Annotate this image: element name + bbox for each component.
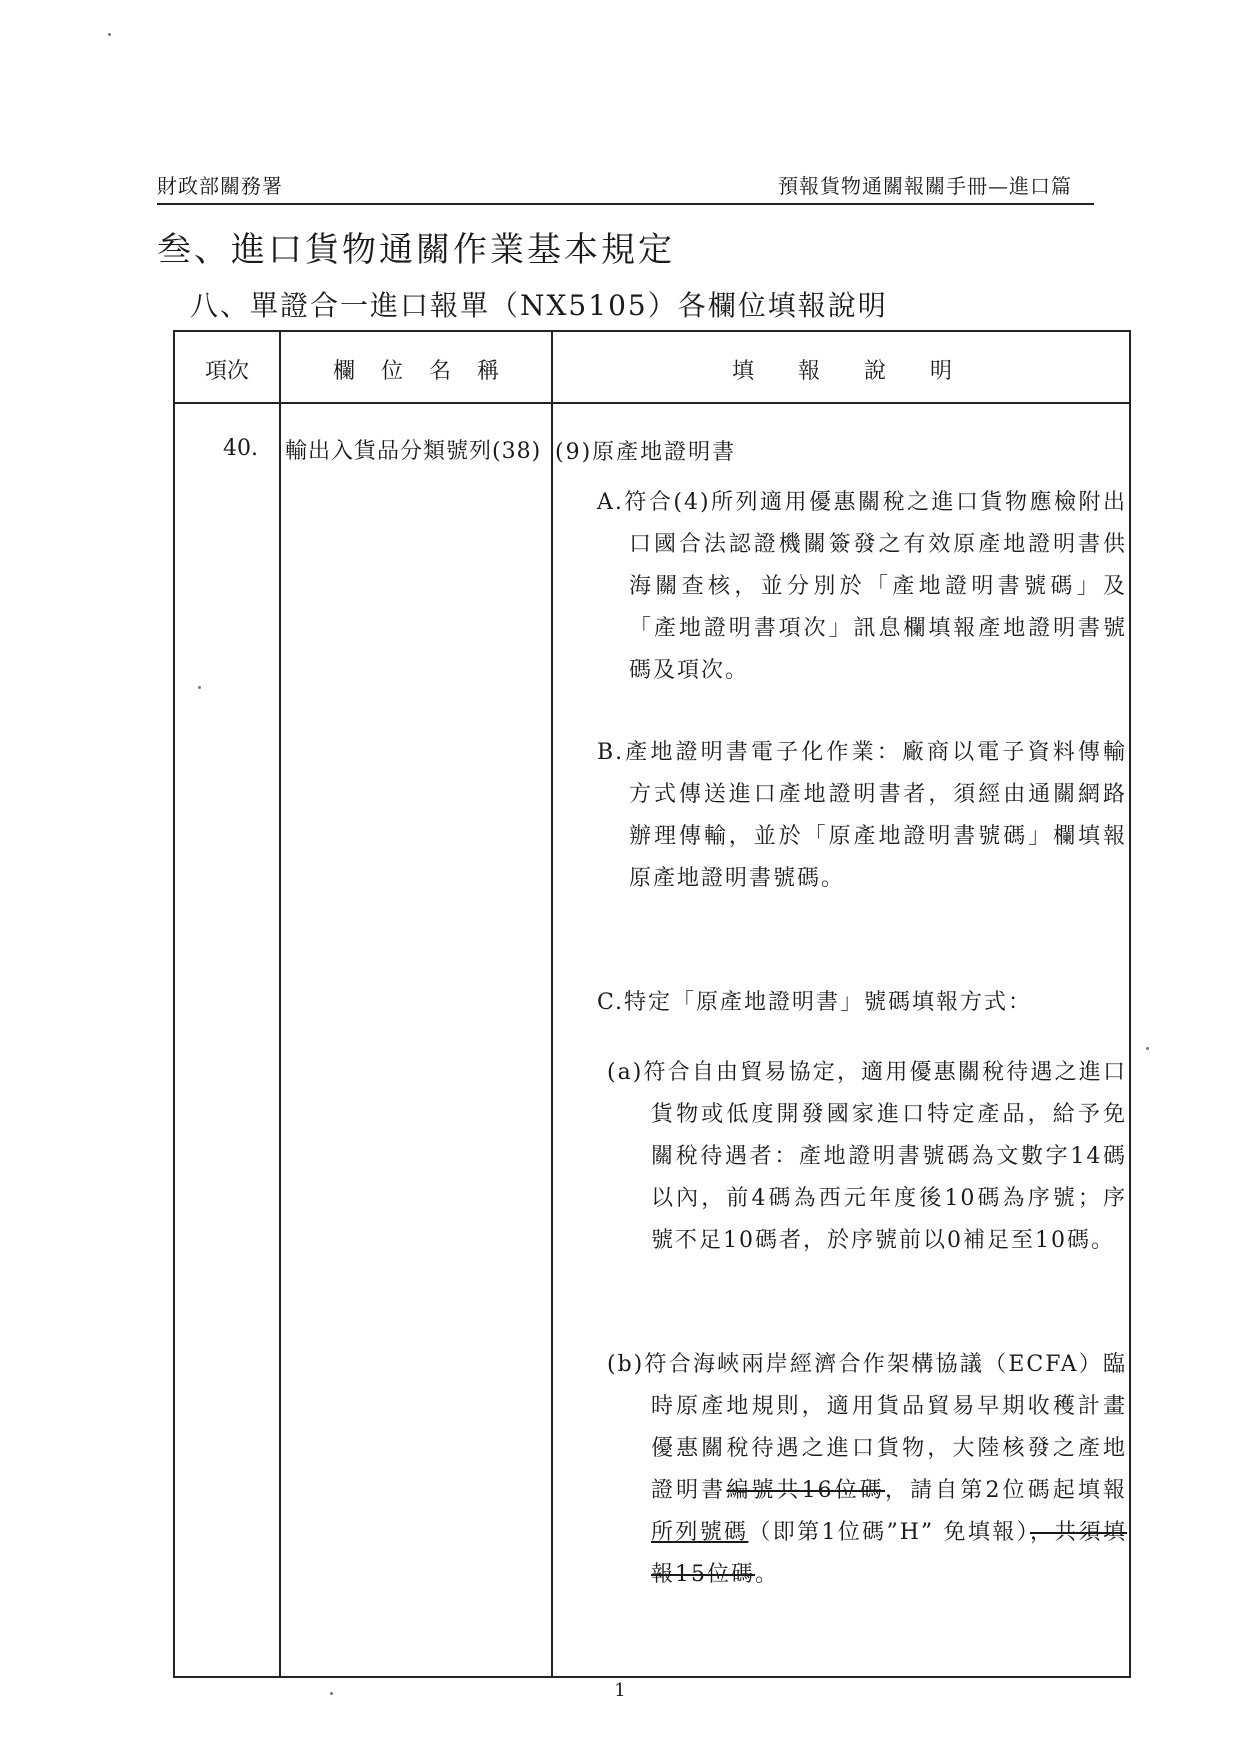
subparagraph-b-text: （即第1位碼”H” 免填報） — [748, 1520, 1030, 1545]
struck-text: ，共須填報15位碼 — [651, 1520, 1127, 1587]
scan-speck — [108, 33, 111, 36]
subparagraph-a: (a)符合自由貿易協定，適用優惠關稅待遇之進口貨物或低度開發國家進口特定產品，給予免關稅待遇者：產地證明書號碼為文數字14碼以內，前4碼為西元年度後10碼為序號；序號不足10碼者，於序號前以0補足至10碼。 — [607, 1060, 1127, 1253]
scan-speck — [198, 686, 201, 689]
section-title: 叁、進口貨物通關作業基本規定 — [157, 230, 675, 270]
instructions-table — [173, 330, 1131, 1678]
scan-speck — [1146, 1047, 1149, 1050]
paragraph-a: A.符合(4)所列適用優惠關稅之進口貨物應檢附出口國合法認證機關簽發之有效原產地證明書供海關查核，並分別於「產地證明書號碼」及「產地證明書項次」訊息欄填報產地證明書號碼及項次。 — [597, 490, 1127, 683]
subsection-title: 八、單證合一進口報單（NX5105）各欄位填報說明 — [190, 289, 888, 322]
column-divider — [279, 332, 281, 1676]
column-header-field-name: 欄位名稱 — [332, 359, 525, 384]
column-header-item-no: 項次 — [204, 359, 249, 384]
subparagraph-b-text: (b)符合海峽兩岸經濟合作架構協議（ECFA）臨時原產地規則，適用貨品貿易早期收穫計畫優惠關稅待遇之進口貨物，大陸核發之產地證明書 — [607, 1352, 1127, 1503]
scan-speck — [330, 1692, 333, 1695]
item-number: 40. — [223, 436, 258, 461]
page-number: 1 — [614, 1680, 626, 1701]
subparagraph-b-text: 。 — [755, 1562, 780, 1587]
struck-text: 編號共16位碼 — [726, 1478, 885, 1503]
header-left: 財政部關務署 — [157, 174, 283, 198]
header-rule — [157, 203, 1094, 205]
subparagraph-b-text: ，請自第2位碼起填報 — [885, 1478, 1127, 1503]
underlined-text: 所列號碼 — [651, 1520, 749, 1545]
subparagraph-b — [607, 1344, 1127, 1596]
description-intro: (9)原產地證明書 — [555, 440, 737, 465]
column-divider — [551, 332, 553, 1676]
paragraph-c: C.特定「原產地證明書」號碼填報方式： — [597, 990, 1033, 1015]
paragraph-b: B.產地證明書電子化作業：廠商以電子資料傳輸方式傳送進口產地證明書者，須經由通關網路辦理傳輸，並於「原產地證明書號碼」欄填報原產地證明書號碼。 — [597, 740, 1127, 891]
header-right: 預報貨物通關報關手冊—進口篇 — [778, 174, 1072, 198]
column-header-description: 填報說明 — [731, 359, 996, 384]
field-name: 輸出入貨品分類號列(38) — [285, 439, 542, 464]
header-row-divider — [175, 402, 1129, 404]
